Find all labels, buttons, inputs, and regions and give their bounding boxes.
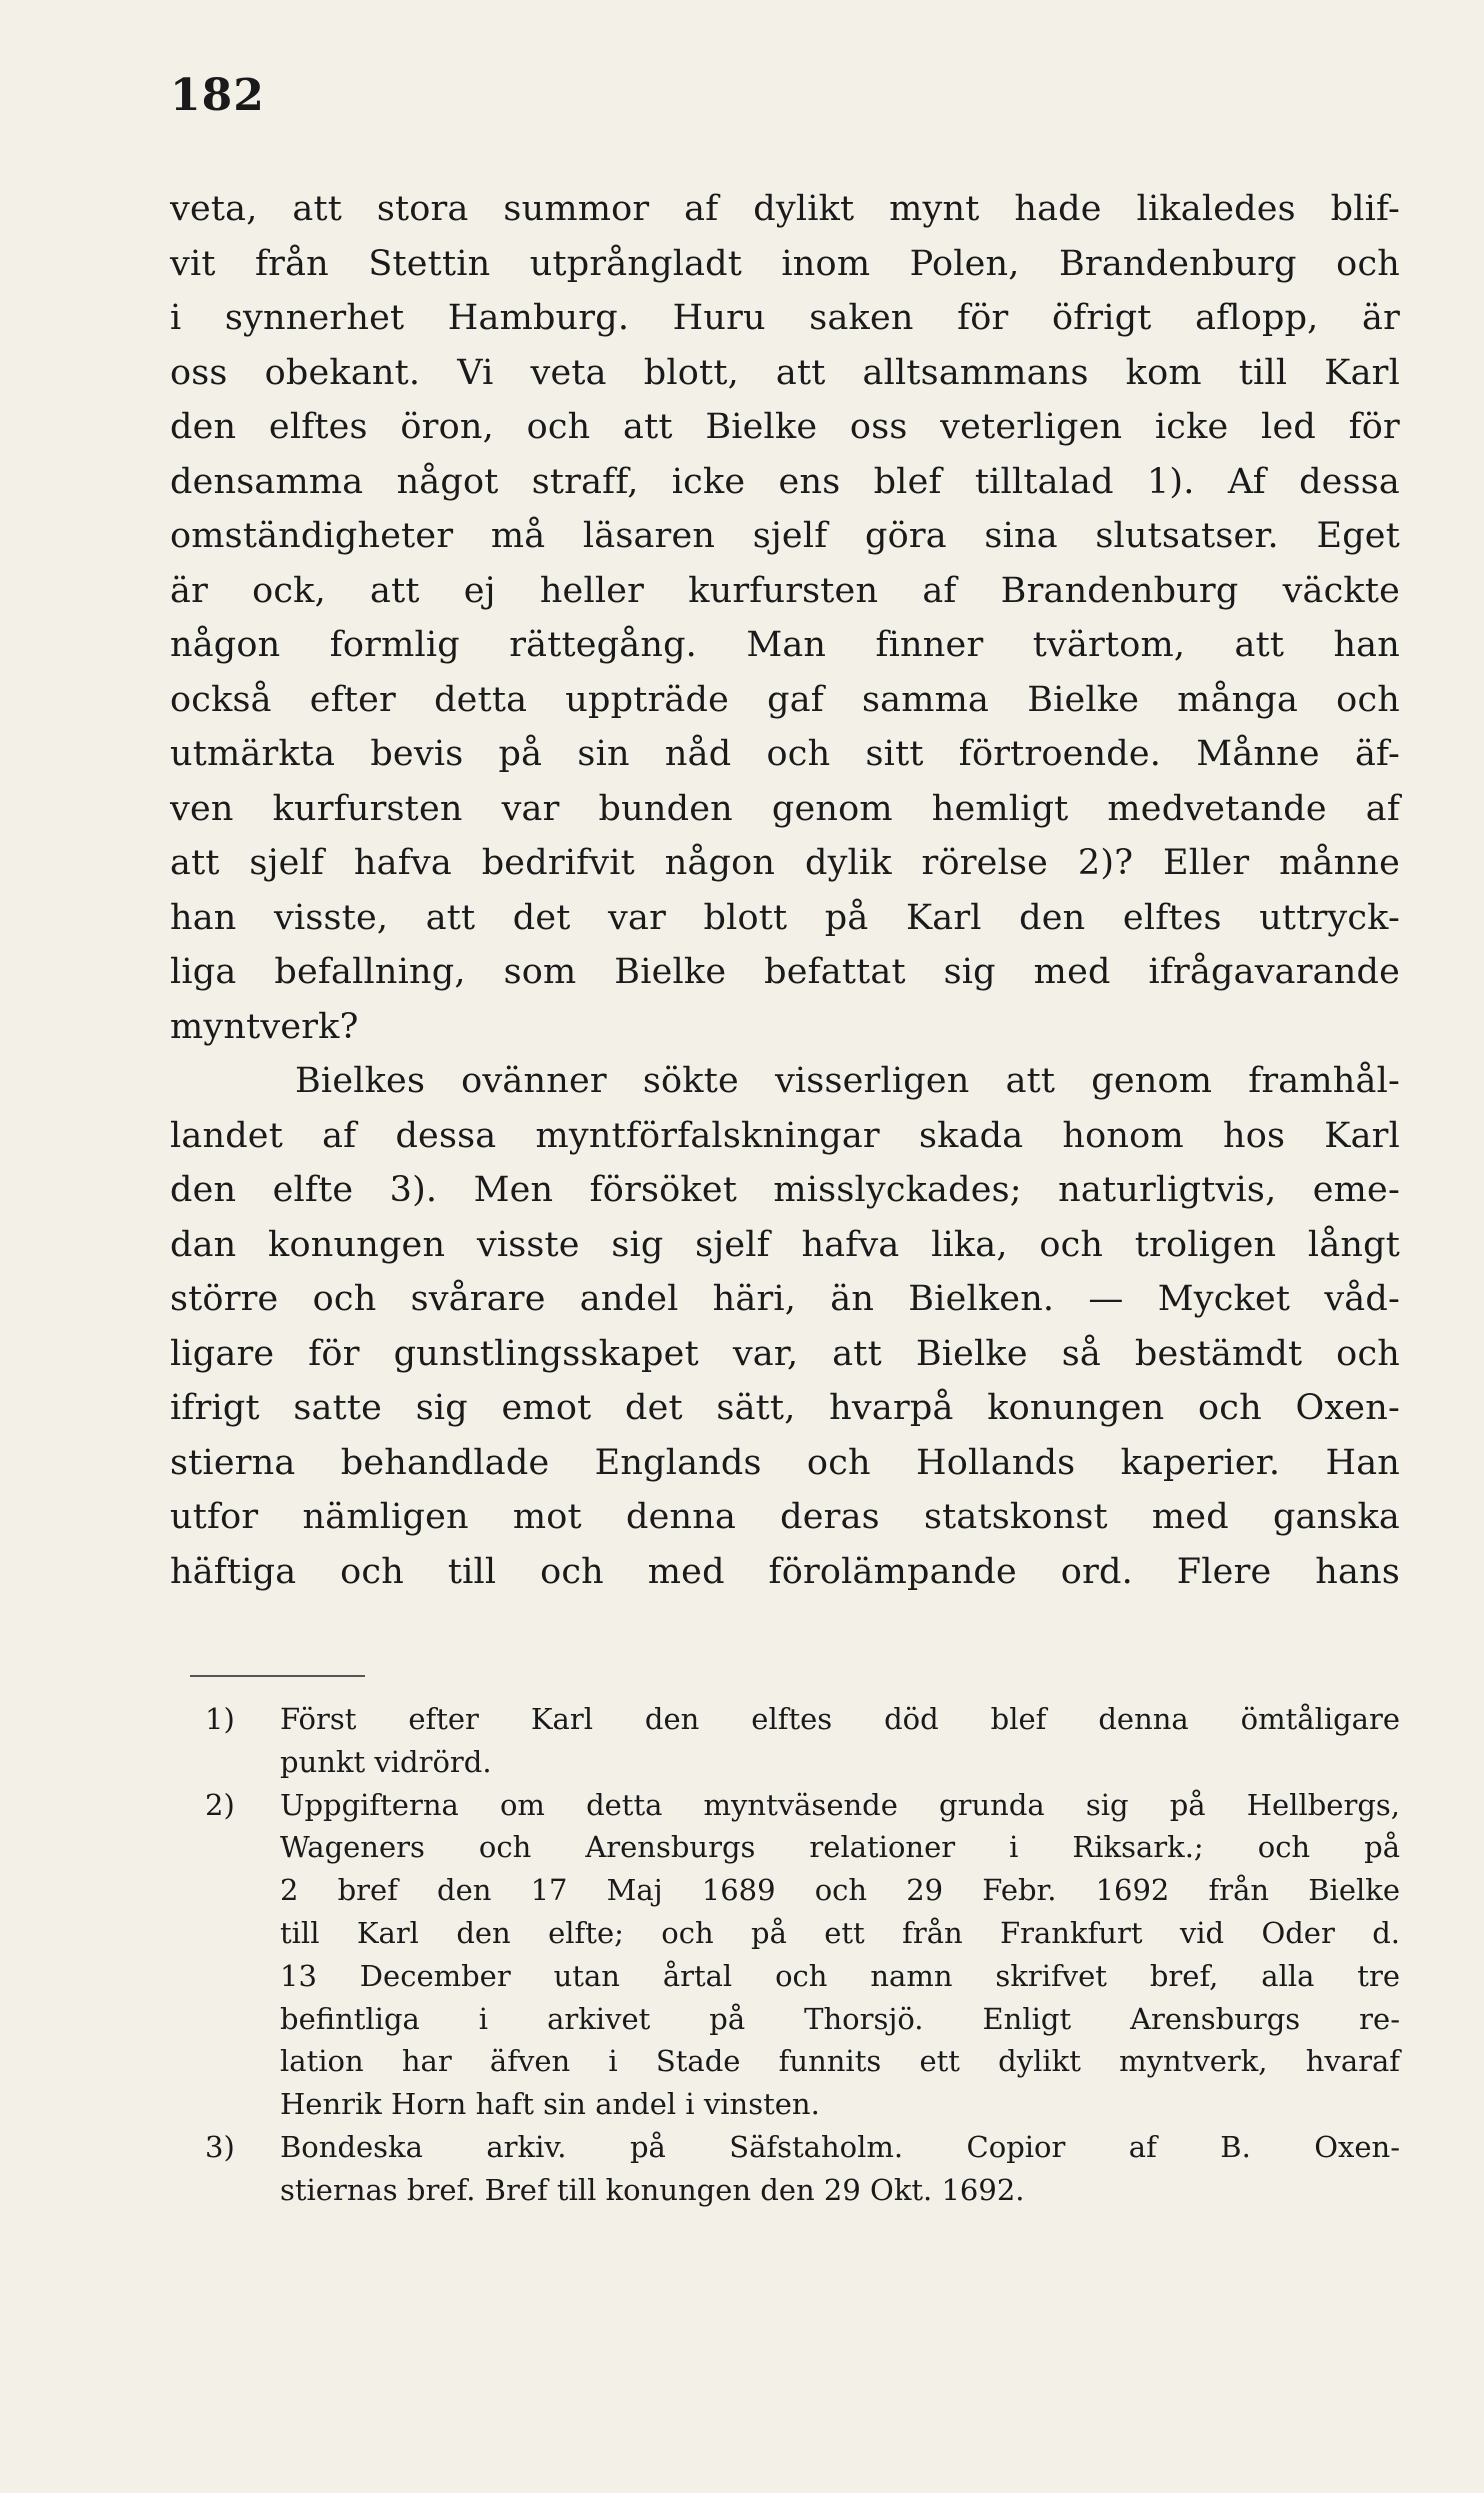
body-line: att sjelf hafva bedrifvit någon dylik rörelse 2)? Eller månne: [170, 843, 1400, 883]
footnote-line: Henrik Horn haft sin andel i vinsten.: [280, 2087, 820, 2122]
footnote-marker: 1): [205, 1702, 235, 1736]
body-line: veta, att stora summor af dylikt mynt hade likaledes blif-: [170, 189, 1400, 229]
footnote-text: Bondeska arkiv. på Säfstaholm. Copior af B. Oxen-: [280, 2129, 1400, 2164]
body-line: han visste, att det var blott på Karl den elftes uttryck-: [170, 897, 1400, 938]
body-line: häftiga och till och med förolämpande ord. Flere hans: [170, 1551, 1400, 1592]
body-line: den elfte 3). Men försöket misslyckades; naturligtvis, eme-: [170, 1170, 1400, 1210]
body-line: är ock, att ej heller kurfursten af Brandenburg väckte: [170, 570, 1400, 611]
body-line: omständigheter må läsaren sjelf göra sina slutsatser. Eget: [170, 516, 1400, 556]
footnote-line: punkt vidrörd.: [280, 1744, 492, 1779]
body-line: utfor nämligen mot denna deras statskonst med ganska: [170, 1497, 1400, 1537]
footnote-line: befintliga i arkivet på Thorsjö. Enligt Arensburgs re-: [280, 2001, 1400, 2036]
body-line: vit från Stettin utprångladt inom Polen, Brandenburg och: [170, 243, 1400, 284]
footnote-line: [205, 1784, 1400, 1827]
body-text: [170, 182, 1400, 1599]
footnote-line: [205, 1698, 1400, 1741]
footnote-marker: 2): [205, 1787, 235, 1822]
footnote-separator: [190, 1675, 365, 1677]
footnote-line: 13 December utan årtal och namn skrifvet bref, alla tre: [280, 1958, 1400, 1993]
body-line: någon formlig rättegång. Man finner tvärtom, att han: [170, 625, 1400, 665]
body-line: oss obekant. Vi veta blott, att alltsammans kom till Karl: [170, 352, 1400, 393]
footnote-line: lation har äfven i Stade funnits ett dylikt myntverk, hvaraf: [280, 2044, 1400, 2079]
body-line: landet af dessa myntförfalskningar skada honom hos Karl: [170, 1115, 1400, 1156]
body-line: ifrigt satte sig emot det sätt, hvarpå konungen och Oxen-: [170, 1388, 1400, 1428]
page-number: 182: [170, 70, 265, 121]
footnote-text: Uppgifterna om detta myntväsende grunda sig på Hellbergs,: [280, 1787, 1400, 1822]
body-line: ven kurfursten var bunden genom hemligt medvetande af: [170, 788, 1400, 829]
body-line: myntverk?: [170, 1006, 359, 1047]
footnote-line: [205, 2126, 1400, 2169]
body-line: ligare för gunstlingsskapet var, att Bielke så bestämdt och: [170, 1333, 1400, 1374]
body-line: större och svårare andel häri, än Bielken. — Mycket våd-: [170, 1279, 1400, 1319]
footnote-line: stiernas bref. Bref till konungen den 29 Okt. 1692.: [280, 2172, 1025, 2207]
footnote-marker: 3): [205, 2129, 235, 2164]
body-line: stierna behandlade Englands och Hollands kaperier. Han: [170, 1442, 1400, 1483]
body-line: Bielkes ovänner sökte visserligen att genom framhål-: [295, 1061, 1400, 1101]
footnote-line: Wageners och Arensburgs relationer i Riksark.; och på: [280, 1830, 1400, 1865]
body-line: den elftes öron, och att Bielke oss veterligen icke led för: [170, 407, 1400, 447]
footnotes: [205, 1698, 1400, 2212]
footnote-line: till Karl den elfte; och på ett från Frankfurt vid Oder d.: [280, 1915, 1400, 1950]
footnote-text: Först efter Karl den elftes död blef denna ömtåligare: [280, 1702, 1400, 1736]
body-line: i synnerhet Hamburg. Huru saken för öfrigt aflopp, är: [170, 298, 1400, 338]
body-line: också efter detta uppträde gaf samma Bielke många och: [170, 679, 1400, 720]
body-line: liga befallning, som Bielke befattat sig med ifrågavarande: [170, 952, 1400, 992]
body-line: utmärkta bevis på sin nåd och sitt förtroende. Månne äf-: [170, 734, 1400, 774]
footnote-line: 2 bref den 17 Maj 1689 och 29 Febr. 1692 från Bielke: [280, 1873, 1400, 1908]
body-line: dan konungen visste sig sjelf hafva lika, och troligen långt: [170, 1224, 1400, 1265]
body-line: densamma något straff, icke ens blef tilltalad 1). Af dessa: [170, 461, 1400, 502]
